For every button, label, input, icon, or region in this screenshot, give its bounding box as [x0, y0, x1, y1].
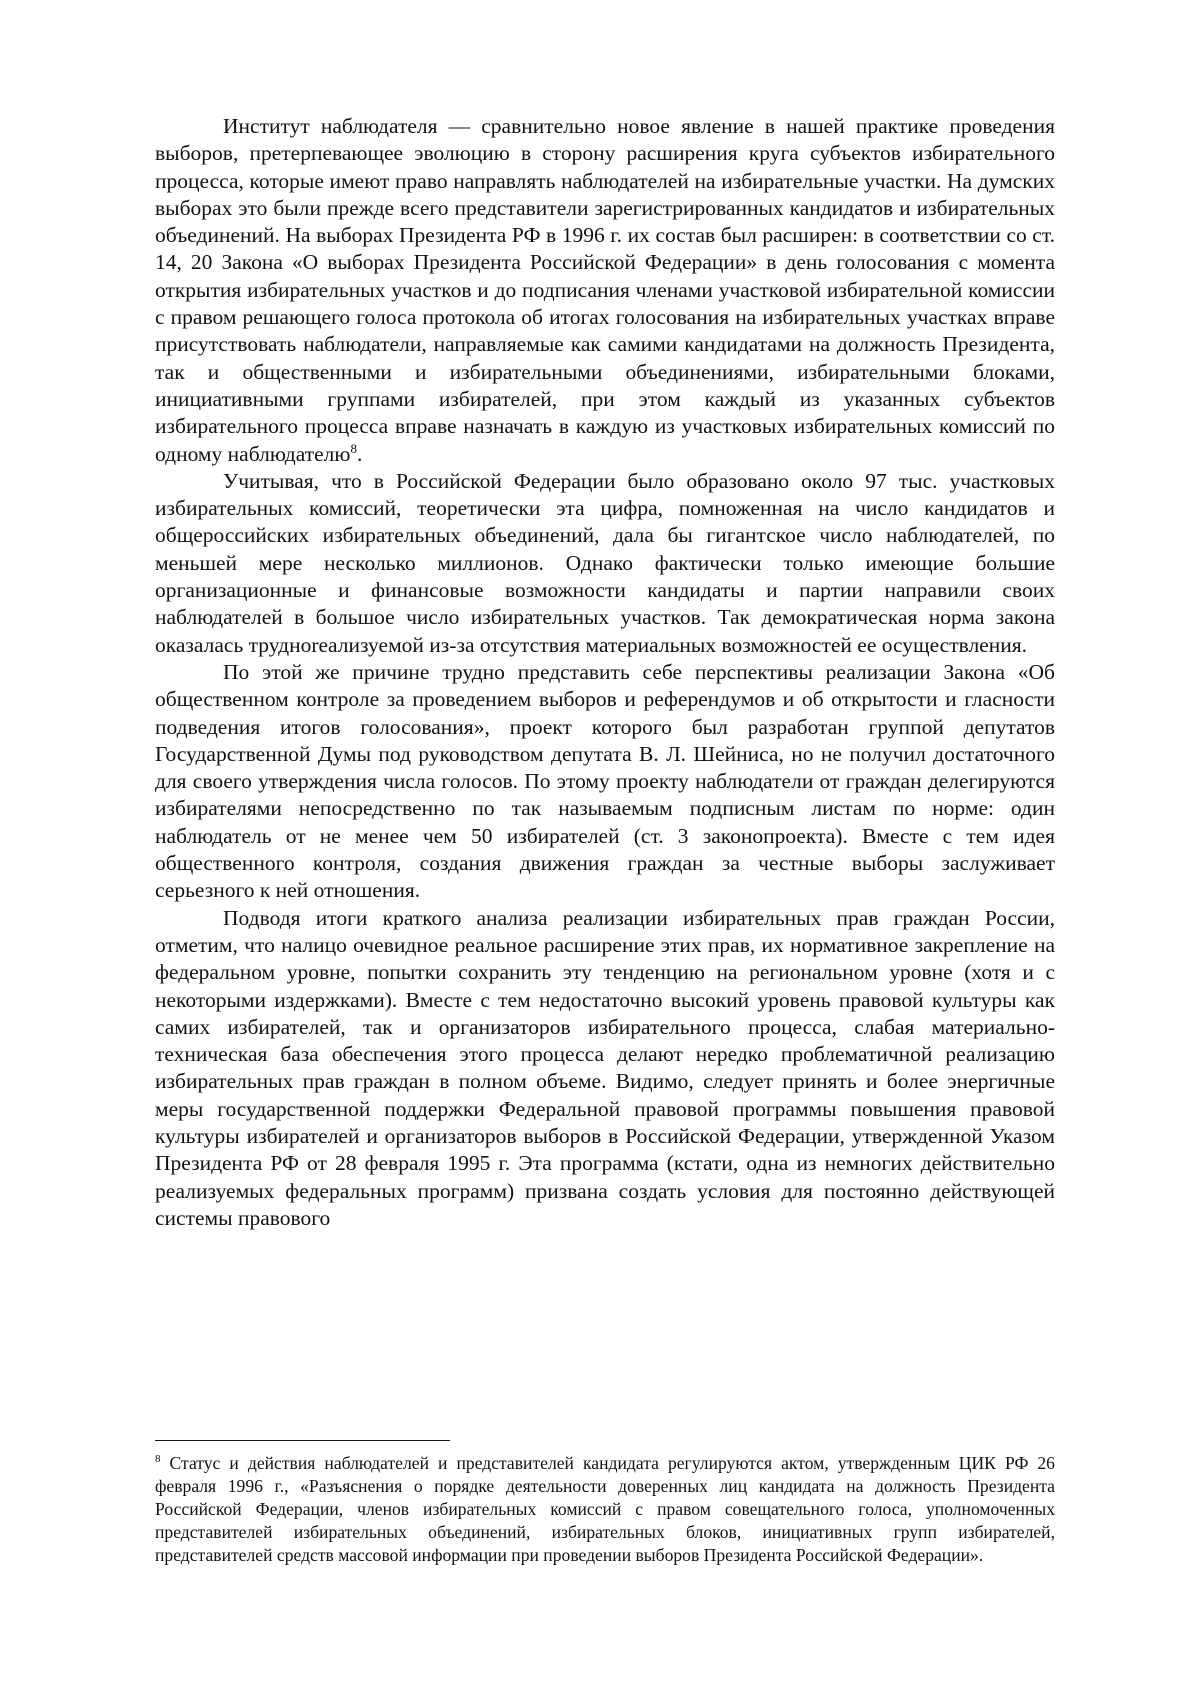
footnote-marker: 8: [155, 1453, 161, 1465]
paragraph-1: [155, 113, 1055, 468]
paragraph-2: Учитывая, что в Российской Федерации было образовано около 97 тыс. участковых избирательных комиссий, теоретически эта цифра, помноженная на число кандидатов и общероссийских избирательных объединений, дала бы гигантское число наблюдателей, по меньшей мере несколько миллионов. Однако фактически только имеющие большие организационные и финансовые возможности кандидаты и партии направили своих наблюдателей в большое число избирательных участков. Так демократическая норма закона оказалась трудноreализуемой из-за отсутствия материальных возможностей ее осуществления.: [155, 468, 1055, 659]
footnote-separator: [155, 1440, 450, 1441]
paragraph-1-text: Институт наблюдателя — сравнительно новое явление в нашей практике проведения выборов, претерпевающее эволюцию в сторону расширения круга субъектов избирательного процесса, которые имеют право направлять наблюдателей на избирательные участки. На думских выборах это были прежде всего представители зарегистрированных кандидатов и избирательных объединений. На выборах Президента РФ в 1996 г. их состав был расширен: в соответствии со ст. 14, 20 Закона «О выборах Президента Российской Федерации» в день голосования с момента открытия избирательных участков и до подписания членами участковой избирательной комиссии с правом решающего голоса протокола об итогах голосования на избирательных участках вправе присутствовать наблюдатели, направляемые как самими кандидатами на должность Президента, так и общественными и избирательными объединениями, избирательными блоками, инициативными группами избирателей, при этом каждый из указанных субъектов избирательного процесса вправе назначать в каждую из участковых избирательных комиссий по одному наблюдателю: [155, 114, 1055, 466]
paragraph-4: Подводя итоги краткого анализа реализации избирательных прав граждан России, отметим, что налицо очевидное реальное расширение этих прав, их нормативное закрепление на федеральном уровне, попытки сохранить эту тенденцию на региональном уровне (хотя и с некоторыми издержками). Вместе с тем недостаточно высокий уровень правовой культуры как самих избирателей, так и организаторов избирательного процесса, слабая материально-техническая база обеспечения этого процесса делают нередко проблематичной реализацию избирательных прав граждан в полном объеме. Видимо, следует принять и более энергичные меры государственной поддержки Федеральной правовой программы повышения правовой культуры избирателей и организаторов выборов в Российской Федерации, утвержденной Указом Президента РФ от 28 февраля 1995 г. Эта программа (кстати, одна из немногих действительно реализуемых федеральных программ) призвана создать условия для постоянно действующей системы правового: [155, 905, 1055, 1233]
paragraph-3: По этой же причине трудно представить себе перспективы реализации Закона «Об общественном контроле за проведением выборов и референдумов и об открытости и гласности подведения итогов голосования», проект которого был разработан группой депутатов Государственной Думы под руководством депутата В. Л. Шейниса, но не получил достаточного для своего утверждения числа голосов. По этому проекту наблюдатели от граждан делегируются избирателями непосредственно по так называемым подписным листам по норме: один наблюдатель от не менее чем 50 избирателей (ст. 3 законопроекта). Вместе с тем идея общественного контроля, создания движения граждан за честные выборы заслуживает серьезного к ней отношения.: [155, 659, 1055, 905]
footnote-text: Статус и действия наблюдателей и представителей кандидата регулируются актом, утвержденным ЦИК РФ 26 февраля 1996 г., «Разъяснения о порядке деятельности доверенных лиц кандидата на должность Президента Российской Федерации, членов избирательных комиссий с правом совещательного голоса, уполномоченных представителей избирательных объединений, избирательных блоков, инициативных групп избирателей, представителей средств массовой информации при проведении выборов Президента Российской Федерации».: [155, 1453, 1055, 1565]
main-text: [155, 113, 1055, 1232]
footnote-paragraph: [155, 1452, 1055, 1567]
footnote: [155, 1452, 1055, 1567]
paragraph-1-end: .: [357, 442, 362, 466]
footnote-reference: 8: [350, 440, 357, 455]
document-page: [0, 0, 1200, 1698]
